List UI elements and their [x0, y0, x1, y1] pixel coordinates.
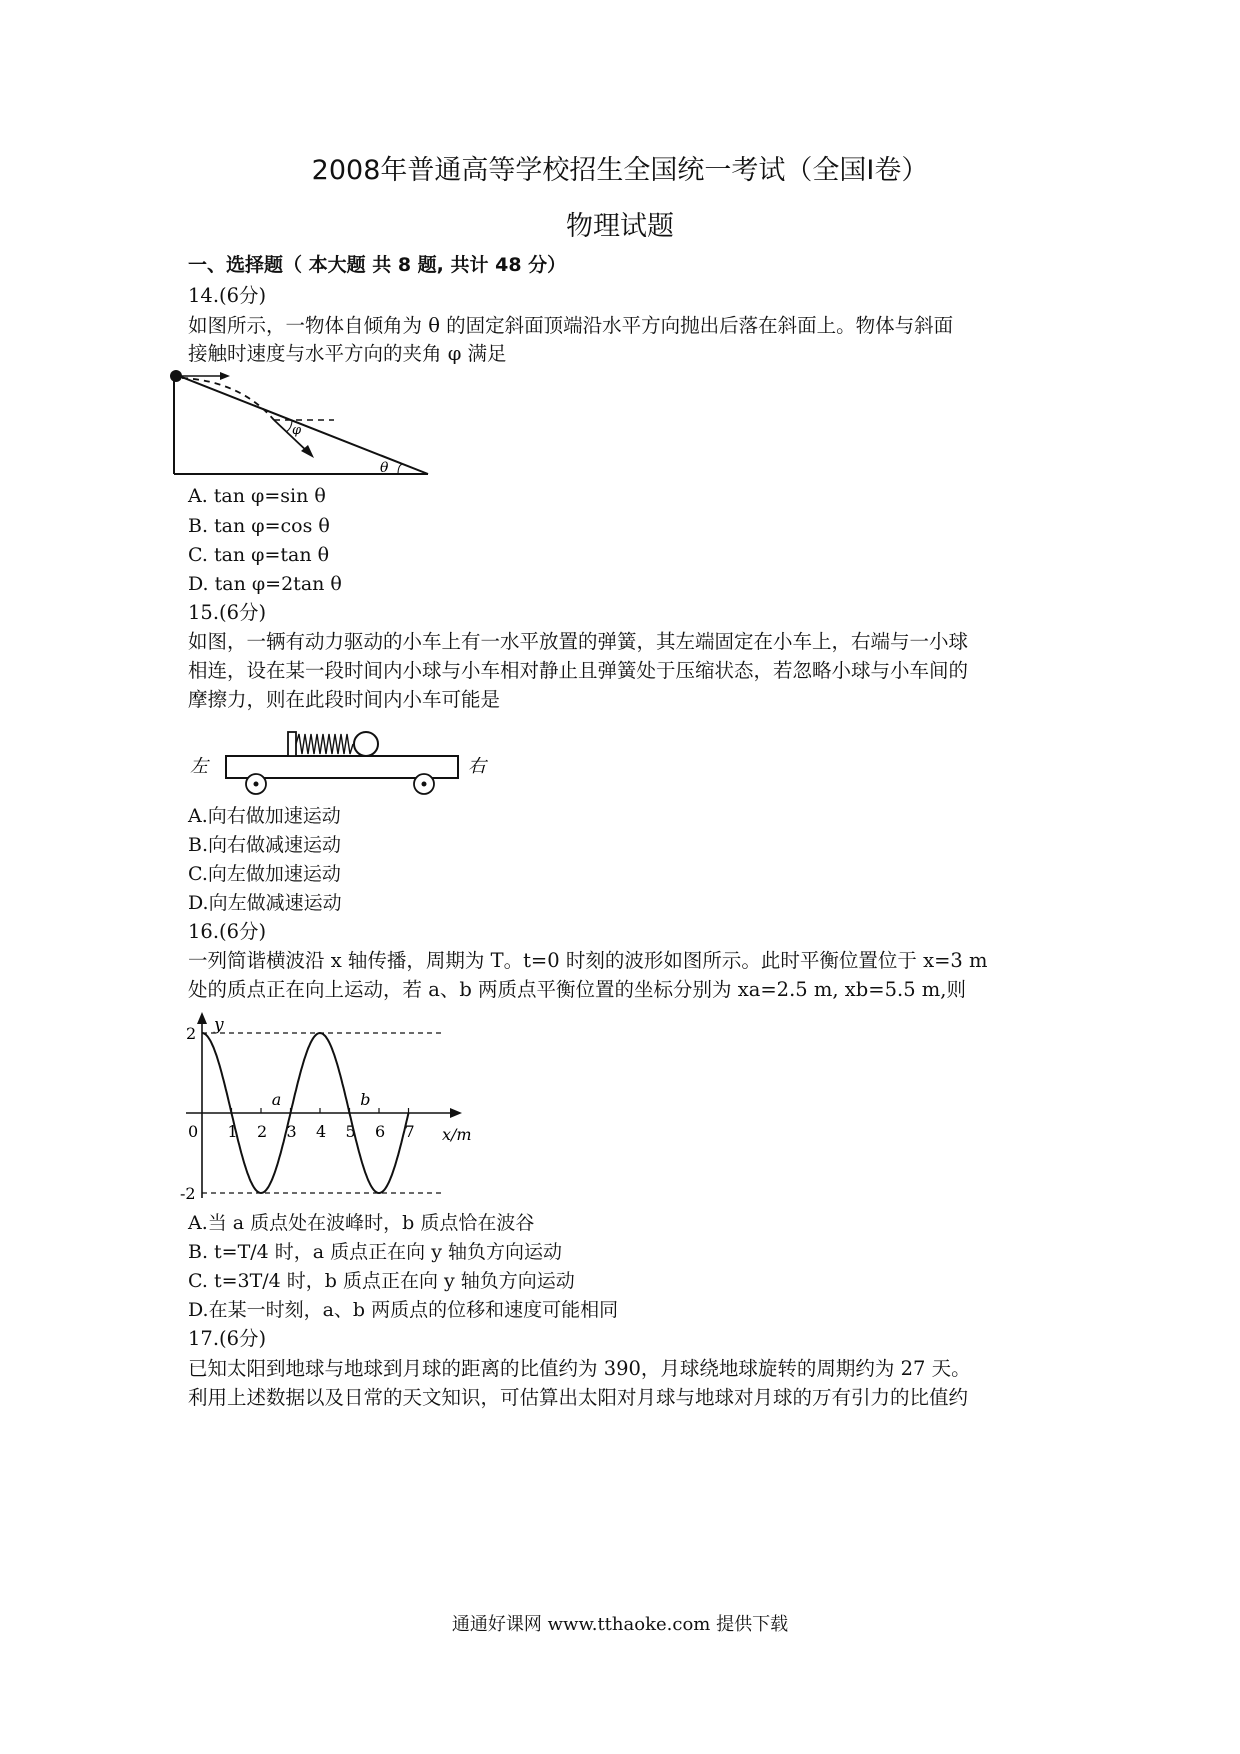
ball	[354, 732, 378, 756]
spring	[296, 734, 353, 754]
q14-option-a[interactable]: A. tan φ=sin θ	[188, 485, 326, 507]
y-tick-label: -2	[180, 1184, 196, 1203]
arrow-head	[220, 372, 230, 380]
label-right: 右	[468, 756, 486, 777]
point-label-b: b	[360, 1090, 371, 1109]
q14-stem-line2: 接触时速度与水平方向的夹角 φ 满足	[188, 342, 507, 365]
spring-wall	[288, 732, 296, 756]
q14-number: 14.(6分)	[188, 284, 267, 307]
q15-stem-line2: 相连，设在某一段时间内小球与小车相对静止且弹簧处于压缩状态，若忽略小球与小车间的	[188, 659, 969, 682]
x-tick-label: 3	[286, 1122, 297, 1141]
exam-subtitle: 物理试题	[566, 211, 674, 242]
q16-number: 16.(6分)	[188, 920, 267, 943]
q16-stem-line1: 一列简谐横波沿 x 轴传播，周期为 T。t=0 时刻的波形如图所示。此时平衡位置位于 x=3 m	[188, 949, 988, 972]
q16-option-c[interactable]: C. t=3T/4 时，b 质点正在向 y 轴负方向运动	[188, 1270, 575, 1292]
q14-stem-line1: 如图所示，一物体自倾角为 θ 的固定斜面顶端沿水平方向抛出后落在斜面上。物体与斜面	[188, 314, 954, 337]
label-theta: θ	[380, 460, 389, 476]
q17-stem-line2: 利用上述数据以及日常的天文知识，可估算出太阳对月球与地球对月球的万有引力的比值约	[188, 1386, 969, 1409]
section-heading: 一、选择题（ 本大题 共 8 题, 共计 48 分）	[188, 254, 567, 276]
q15-option-d[interactable]: D.向左做减速运动	[188, 892, 342, 914]
q14-option-b[interactable]: B. tan φ=cos θ	[188, 515, 330, 537]
x-axis-arrow	[450, 1108, 462, 1118]
trajectory	[182, 378, 274, 420]
q15-stem-line1: 如图，一辆有动力驱动的小车上有一水平放置的弹簧，其左端固定在小车上，右端与一小球	[188, 630, 969, 653]
label-phi: φ	[292, 423, 302, 438]
y-axis-arrow	[197, 1012, 207, 1024]
q15-stem-line3: 摩擦力，则在此段时间内小车可能是	[188, 688, 501, 711]
x-tick-label: 4	[316, 1122, 327, 1141]
q15-number: 15.(6分)	[188, 601, 267, 624]
q16-stem-line2: 处的质点正在向上运动，若 a、b 两质点平衡位置的坐标分别为 xa=2.5 m, xb=5.5 m,则	[188, 978, 966, 1001]
q14-option-c[interactable]: C. tan φ=tan θ	[188, 544, 330, 566]
projectile-ball	[170, 370, 182, 382]
q14-incline-figure	[170, 366, 440, 484]
x-tick-label: 6	[375, 1122, 386, 1141]
q14-option-d[interactable]: D. tan φ=2tan θ	[188, 573, 342, 595]
q17-stem-line1: 已知太阳到地球与地球到月球的距离的比值约为 390，月球绕地球旋转的周期约为 27 天。	[188, 1357, 971, 1380]
label-left: 左	[190, 756, 208, 777]
q16-wave-chart	[180, 1010, 506, 1210]
q16-option-b[interactable]: B. t=T/4 时，a 质点正在向 y 轴负方向运动	[188, 1241, 562, 1263]
footer-source: 通通好课网 www.tthaoke.com 提供下载	[451, 1614, 789, 1635]
x-tick-label: 1	[227, 1122, 238, 1141]
angle-theta-arc	[398, 464, 402, 474]
y-axis-label: y	[214, 1015, 224, 1035]
q16-option-d[interactable]: D.在某一时刻，a、b 两质点的位移和速度可能相同	[188, 1299, 619, 1321]
q15-cart-figure	[188, 722, 498, 804]
q15-option-c[interactable]: C.向左做加速运动	[188, 863, 341, 885]
x-tick-label: 7	[404, 1122, 415, 1141]
exam-title: 2008年普通高等学校招生全国统一考试（全国Ⅰ卷）	[311, 155, 929, 186]
q15-option-b[interactable]: B.向右做减速运动	[188, 834, 342, 856]
q15-option-a[interactable]: A.向右做加速运动	[188, 805, 341, 827]
y-tick-label: 2	[186, 1024, 197, 1043]
q17-number: 17.(6分)	[188, 1327, 267, 1350]
x-tick-label: 5	[345, 1122, 356, 1141]
x-axis-label: x/m	[442, 1125, 472, 1144]
q16-option-a[interactable]: A.当 a 质点处在波峰时，b 质点恰在波谷	[188, 1212, 535, 1234]
x-tick-label: 2	[257, 1122, 268, 1141]
x-tick-label: 0	[188, 1122, 199, 1141]
point-label-a: a	[271, 1090, 282, 1109]
